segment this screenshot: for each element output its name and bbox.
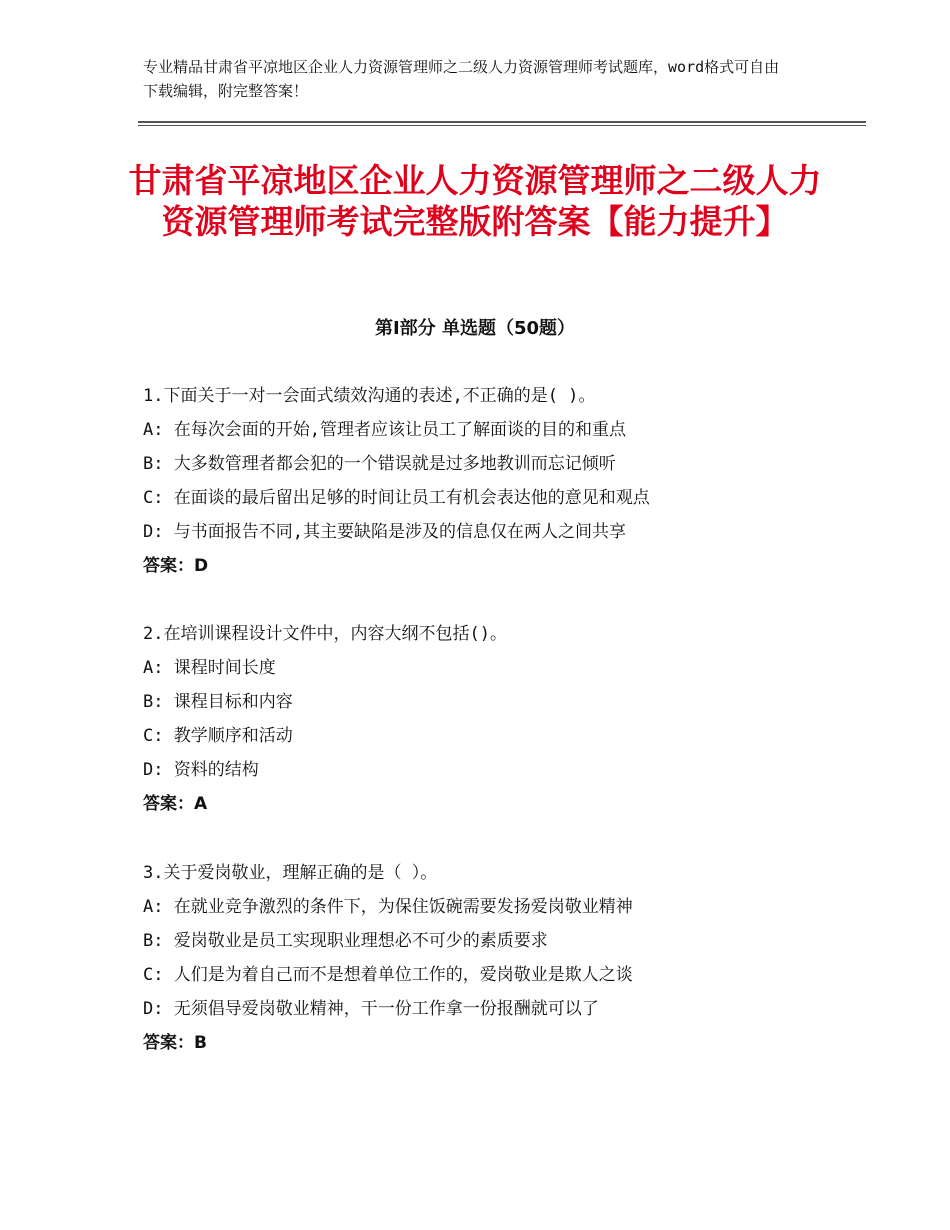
option-a: A: 课程时间长度 [143, 658, 276, 678]
option-d: D: 资料的结构 [143, 760, 259, 780]
option-c: C: 在面谈的最后留出足够的时间让员工有机会表达他的意见和观点 [143, 488, 650, 508]
option-b: B: 课程目标和内容 [143, 692, 293, 712]
question-3 [143, 856, 833, 1060]
header-note: 专业精品甘肃省平凉地区企业人力资源管理师之二级人力资源管理师考试题库，word格式可自由下载编辑，附完整答案！ [143, 58, 780, 100]
question-1 [143, 379, 833, 583]
question-stem: 2.在培训课程设计文件中，内容大纲不包括()。 [143, 624, 507, 644]
option-c: C: 教学顺序和活动 [143, 726, 293, 746]
answer: 答案：D [143, 556, 209, 576]
question-2 [143, 617, 833, 821]
question-stem: 3.关于爱岗敬业，理解正确的是（ ）。 [143, 863, 438, 883]
option-b: B: 爱岗敬业是员工实现职业理想必不可少的素质要求 [143, 931, 548, 951]
header-rule-thin [138, 125, 866, 126]
option-d: D: 无须倡导爱岗敬业精神，干一份工作拿一份报酬就可以了 [143, 999, 599, 1019]
option-a: A: 在就业竞争激烈的条件下，为保住饭碗需要发扬爱岗敬业精神 [143, 897, 633, 917]
option-c: C: 人们是为着自己而不是想着单位工作的，爱岗敬业是欺人之谈 [143, 965, 633, 985]
answer: 答案：B [143, 1033, 207, 1053]
document-title: 甘肃省平凉地区企业人力资源管理师之二级人力资源管理师考试完整版附答案【能力提升】 [128, 161, 822, 241]
option-b: B: 大多数管理者都会犯的一个错误就是过多地教训而忘记倾听 [143, 454, 616, 474]
option-a: A: 在每次会面的开始,管理者应该让员工了解面谈的目的和重点 [143, 420, 626, 440]
section-heading: 第Ⅰ部分 单选题（50题） [374, 318, 575, 339]
answer: 答案：A [143, 794, 208, 814]
question-stem: 1.下面关于一对一会面式绩效沟通的表述,不正确的是( )。 [143, 386, 596, 406]
option-d: D: 与书面报告不同,其主要缺陷是涉及的信息仅在两人之间共享 [143, 522, 626, 542]
header-rule-thick [138, 121, 866, 123]
